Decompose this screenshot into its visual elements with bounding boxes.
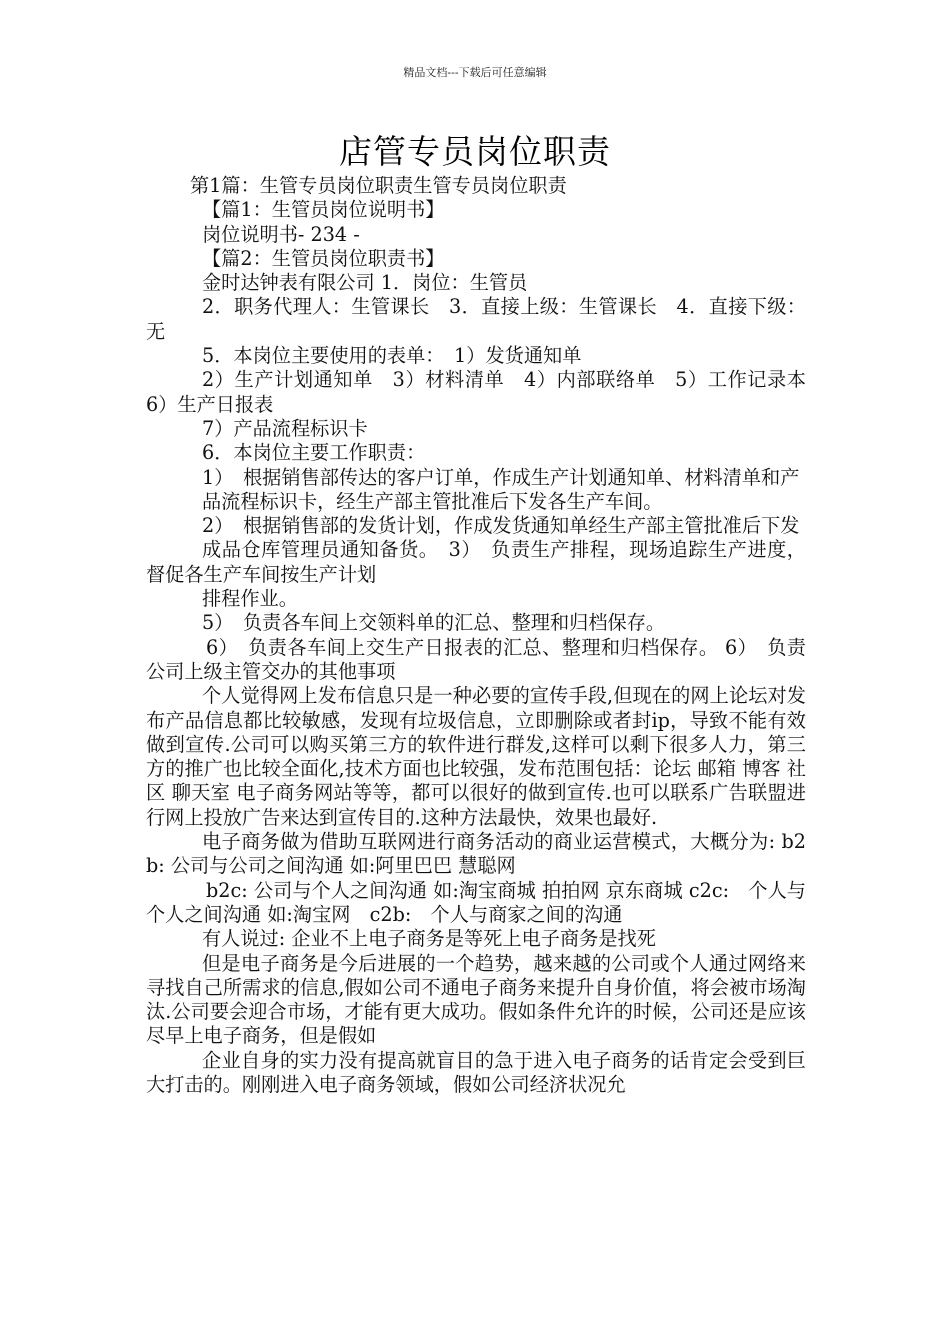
paragraph: 岗位说明书- 234 -	[202, 222, 360, 246]
paragraph: 【篇1：生管员岗位说明书】	[202, 198, 445, 222]
paragraph: 但是电子商务是今后进展的一个趋势，越来越的公司或个人通过网络来寻找自己所需求的信息,假如公司不通电子商务来提升自身价值，将会被市场淘汰.公司要会迎合市场，才能有更大成功。假如条件允许的时候，公司还是应该尽早上电子商务，但是假如	[146, 951, 806, 1048]
paragraph: 2） 根据销售部的发货计划，作成发货通知单经生产部主管批准后下发	[202, 514, 800, 538]
paragraph: 2）生产计划通知单 3）材料清单 4）内部联络单 5）工作记录本 6）生产日报表	[146, 368, 826, 416]
paragraph: 6．本岗位主要工作职责：	[202, 441, 426, 465]
paragraph: 【篇2：生管员岗位职责书】	[202, 246, 445, 270]
paragraph: 成品仓库管理员通知备货。 3） 负责生产排程，现场追踪生产进度，督促各生产车间按生产计划	[146, 538, 806, 586]
paragraph: 企业自身的实力没有提高就盲目的急于进入电子商务的话肯定会受到巨大打击的。刚刚进入电子商务领域，假如公司经济状况允	[146, 1048, 806, 1096]
paragraph: 1） 根据销售部传达的客户订单，作成生产计划通知单、材料清单和产	[202, 465, 800, 489]
paragraph: 品流程标识卡，经生产部主管批准后下发各生产车间。	[202, 489, 663, 513]
paragraph: 5） 负责各车间上交领料单的汇总、整理和归档保存。	[202, 611, 666, 635]
document-body	[146, 174, 826, 1097]
paragraph: 5．本岗位主要使用的表单： 1）发货通知单	[202, 344, 582, 368]
paragraph: 7）产品流程标识卡	[202, 416, 368, 440]
paragraph: 金时达钟表有限公司 1．岗位：生管员	[202, 271, 528, 295]
paragraph: 2．职务代理人：生管课长 3．直接上级：生管课长 4．直接下级：无	[146, 295, 806, 343]
paragraph: 排程作业。	[202, 587, 298, 611]
paragraph: 电子商务做为借助互联网进行商务活动的商业运营模式，大概分为: b2b: 公司与公司之间沟通 如:阿里巴巴 慧聪网	[146, 830, 806, 878]
page-title: 店管专员岗位职责	[339, 132, 611, 171]
paragraph: b2c: 公司与个人之间沟通 如:淘宝商城 拍拍网 京东商城 c2c: 个人与个人之间沟通 如:淘宝网 c2b: 个人与商家之间的沟通	[146, 878, 806, 926]
header-note: 精品文档---下载后可任意编辑	[403, 66, 547, 79]
paragraph: 6） 负责各车间上交生产日报表的汇总、整理和归档保存。 6） 负责公司上级主管交办的其他事项	[146, 635, 806, 683]
paragraph: 第1篇：生管专员岗位职责生管专员岗位职责	[190, 174, 567, 197]
paragraph: 有人说过: 企业不上电子商务是等死上电子商务是找死	[202, 927, 656, 951]
paragraph: 个人觉得网上发布信息只是一种必要的宣传手段,但现在的网上论坛对发布产品信息都比较敏感，发现有垃圾信息，立即删除或者封ip，导致不能有效做到宣传.公司可以购买第三方的软件进行群发,这样可以剩下很多人力，第三方的推广也比较全面化,技术方面也比较强，发布范围包括：论坛 邮箱 博客 社区 聊天室 电子商务网站等等，都可以很好的做到宣传.也可以联系广告联盟进行网上投放广告来达到宣传目的.这种方法最快，效果也最好.	[146, 684, 806, 829]
